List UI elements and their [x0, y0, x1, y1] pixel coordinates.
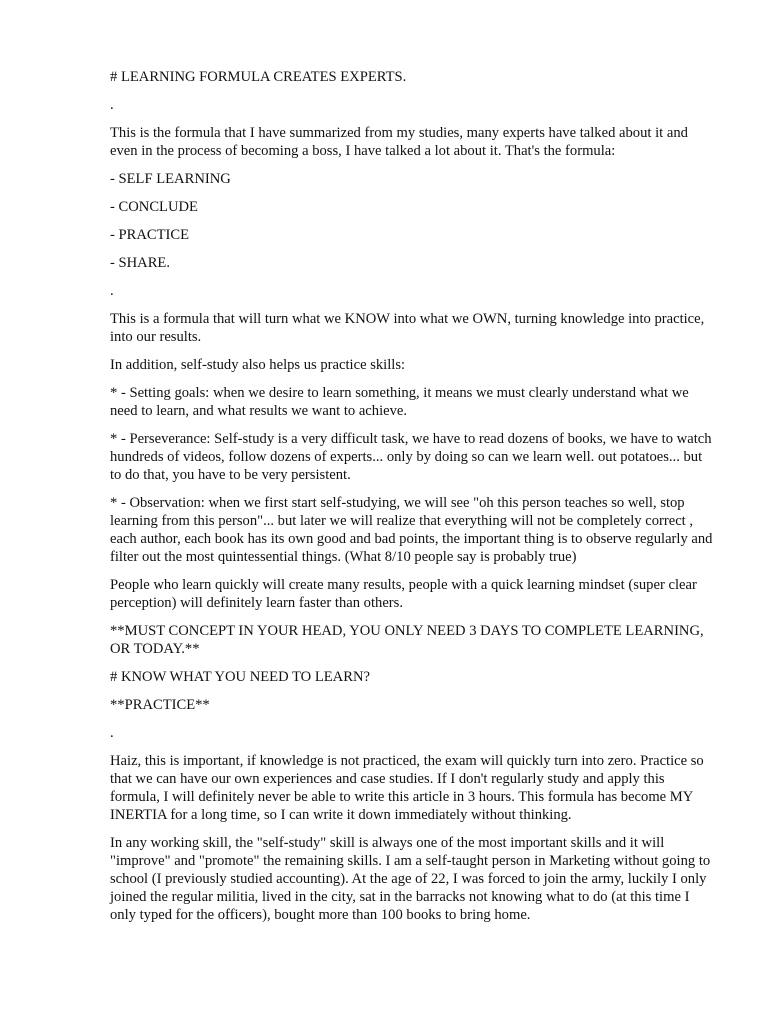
- separator-dot: .: [110, 97, 114, 113]
- bullet-observation: * - Observation: when we first start self-studying, we will see "oh this person teaches so well, stop learning from this person"... but later we will realize that everything will not be completely correct , each author, each book has its own good and bad points, the important thing is to observe regularly and filter out the most quintessential things. (What 8/10 people say is probably true): [110, 495, 713, 565]
- list-item-practice: - PRACTICE: [110, 227, 190, 243]
- paragraph-self-study-skills: In addition, self-study also helps us practice skills:: [110, 357, 406, 373]
- paragraph-must-concept: **MUST CONCEPT IN YOUR HEAD, YOU ONLY NEED 3 DAYS TO COMPLETE LEARNING, OR TODAY.**: [110, 623, 704, 657]
- list-item-self-learning: - SELF LEARNING: [110, 171, 231, 187]
- heading-know-what-to-learn: # KNOW WHAT YOU NEED TO LEARN?: [110, 669, 370, 685]
- separator-dot: .: [110, 283, 114, 299]
- list-item-conclude: - CONCLUDE: [110, 199, 198, 215]
- document-page: [110, 68, 714, 934]
- paragraph-formula-intro: This is the formula that I have summarized from my studies, many experts have talked about it and even in the process of becoming a boss, I have talked a lot about it. That's the formula:: [110, 125, 688, 159]
- paragraph-haiz-practice: Haiz, this is important, if knowledge is not practiced, the exam will quickly turn into zero. Practice so that we can have our own experiences and case studies. If I don't regularly study and apply this formula, I will definitely never be able to write this article in 3 hours. This formula has become MY INERTIA for a long time, so I can write it down immediately without thinking.: [110, 753, 704, 823]
- bullet-perseverance: * - Perseverance: Self-study is a very difficult task, we have to read dozens of books, we have to watch hundreds of videos, follow dozens of experts... only by doing so can we learn well. out potatoes... but to do that, you have to be very persistent.: [110, 431, 712, 483]
- bullet-setting-goals: * - Setting goals: when we desire to learn something, it means we must clearly understand what we need to learn, and what results we want to achieve.: [110, 385, 689, 419]
- heading-practice: **PRACTICE**: [110, 697, 210, 713]
- separator-dot: .: [110, 725, 114, 741]
- list-item-share: - SHARE.: [110, 255, 170, 271]
- paragraph-learn-quickly: People who learn quickly will create many results, people with a quick learning mindset (super clear perception) will definitely learn faster than others.: [110, 577, 697, 611]
- paragraph-know-own: This is a formula that will turn what we KNOW into what we OWN, turning knowledge into practice, into our results.: [110, 311, 705, 345]
- heading-learning-formula: # LEARNING FORMULA CREATES EXPERTS.: [110, 69, 407, 85]
- paragraph-working-skill: In any working skill, the "self-study" skill is always one of the most important skills and it will "improve" and "promote" the remaining skills. I am a self-taught person in Marketing without going to school (I previously studied accounting). At the age of 22, I was forced to join the army, luckily I only joined the regular militia, lived in the city, sat in the barracks not knowing what to do (at this time I only typed for the officers), bought more than 100 books to bring home.: [110, 835, 711, 923]
